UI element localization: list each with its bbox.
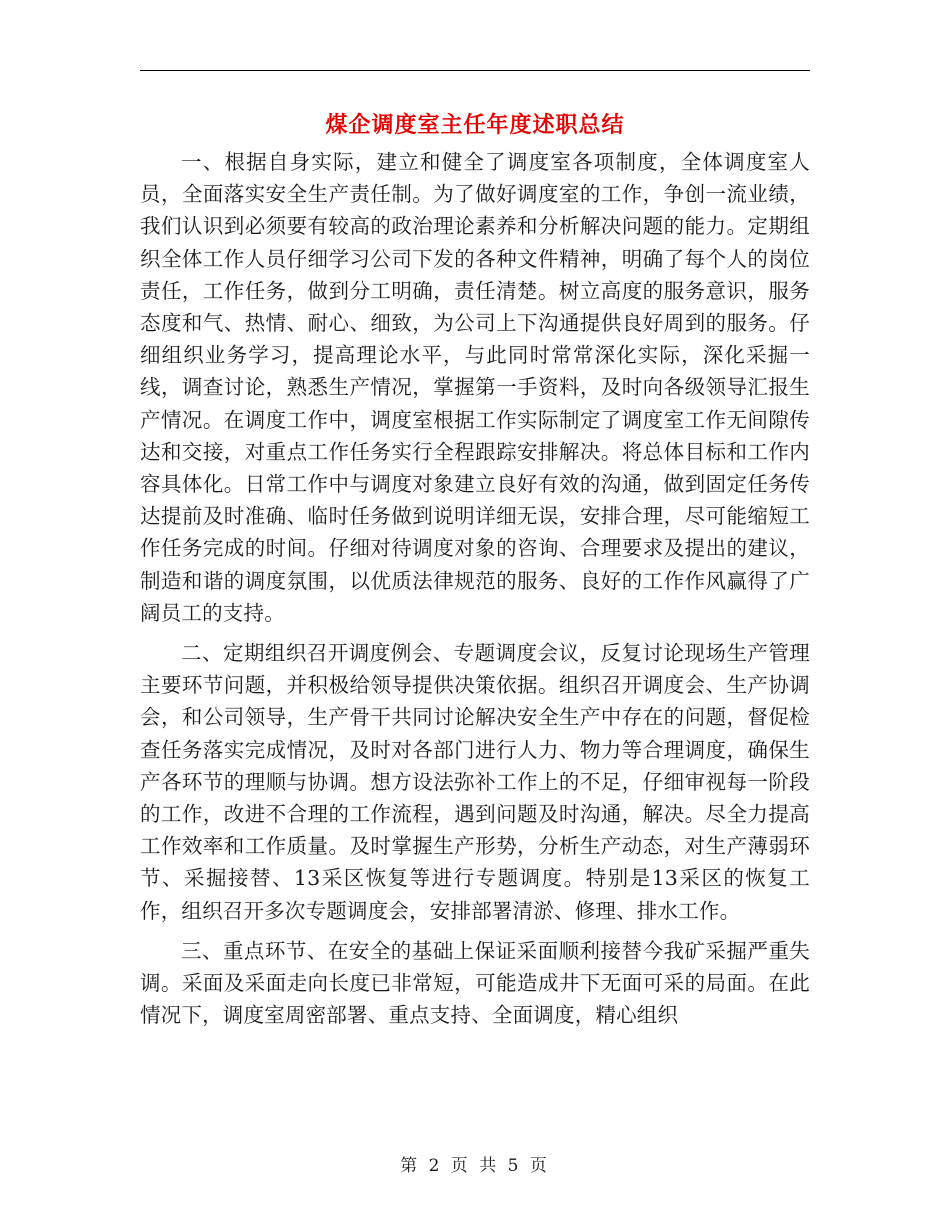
document-title: 煤企调度室主任年度述职总结 (325, 113, 625, 138)
header-divider (140, 70, 810, 71)
paragraph-2: 二、定期组织召开调度例会、专题调度会议，反复讨论现场生产管理主要环节问题，并积极给领导提供决策依据。组织召开调度会、生产协调会，和公司领导，生产骨干共同讨论解决安全生产中存在的问题，督促检查任务落实完成情况，及时对各部门进行人力、物力等合理调度，确保生产各环节的理顺与协调。想方设法弥补工作上的不足，仔细审视每一阶段的工作，改进不合理的工作流程，遇到问题及时沟通，解决。尽全力提高工作效率和工作质量。及时掌握生产形势，分析生产动态，对生产薄弱环节、采掘接替、13采区恢复等进行专题调度。特别是13采区的恢复工作，组织召开多次专题调度会，安排部署清淤、修理、排水工作。 (140, 641, 810, 923)
paragraph-3: 三、重点环节、在安全的基础上保证采面顺利接替今我矿采掘严重失调。采面及采面走向长度已非常短，可能造成井下无面可采的局面。在此情况下，调度室周密部署、重点支持、全面调度，精心组织 (140, 938, 810, 1028)
document-body (140, 146, 810, 1039)
page-number-footer: 第 2 页 共 5 页 (400, 1156, 550, 1176)
paragraph-1: 一、根据自身实际，建立和健全了调度室各项制度，全体调度室人员，全面落实安全生产责任制。为了做好调度室的工作，争创一流业绩，我们认识到必须要有较高的政治理论素养和分析解决问题的能力。定期组织全体工作人员仔细学习公司下发的各种文件精神，明确了每个人的岗位责任，工作任务，做到分工明确，责任清楚。树立高度的服务意识，服务态度和气、热情、耐心、细致，为公司上下沟通提供良好周到的服务。仔细组织业务学习，提高理论水平，与此同时常常深化实际，深化采掘一线，调查讨论，熟悉生产情况，掌握第一手资料，及时向各级领导汇报生产情况。在调度工作中，调度室根据工作实际制定了调度室工作无间隙传达和交接，对重点工作任务实行全程跟踪安排解决。将总体目标和工作内容具体化。日常工作中与调度对象建立良好有效的沟通，做到固定任务传达提前及时准确、临时任务做到说明详细无误，安排合理，尽可能缩短工作任务完成的时间。仔细对待调度对象的咨询、合理要求及提出的建议，制造和谐的调度氛围，以优质法律规范的服务、良好的工作作风赢得了广阔员工的支持。 (140, 150, 810, 625)
